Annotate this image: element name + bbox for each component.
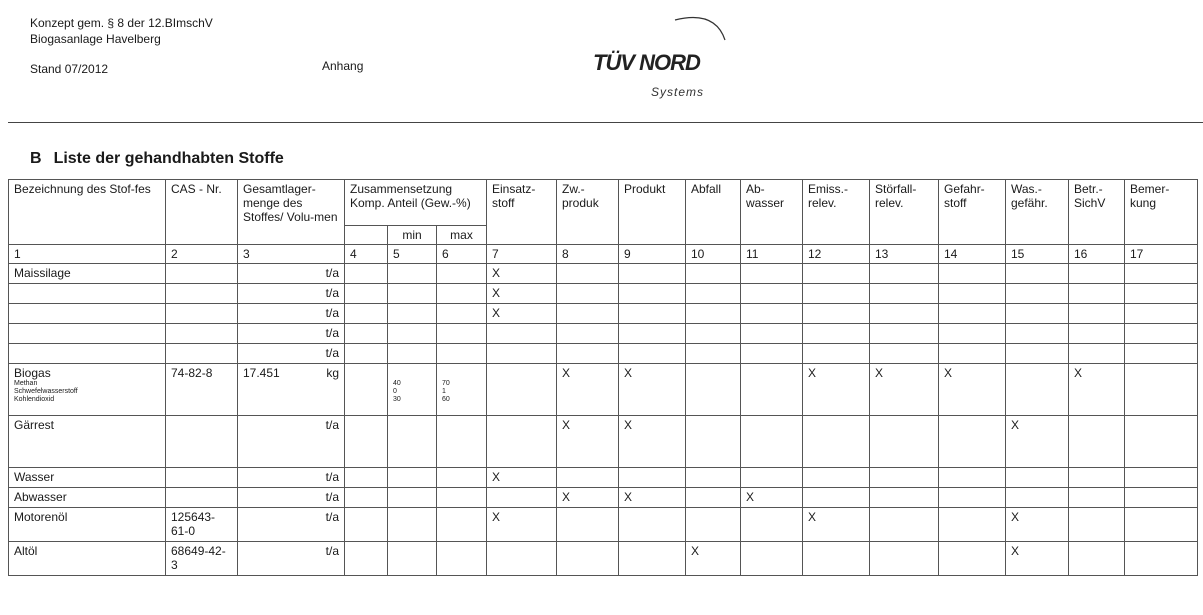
- mark-c15: [1006, 324, 1069, 344]
- cas-number: [166, 324, 238, 344]
- section-title: [30, 150, 284, 168]
- col-number: 11: [741, 245, 803, 264]
- mark-c7: [487, 324, 557, 344]
- cell: [388, 468, 437, 488]
- mark-c14: X: [939, 364, 1006, 416]
- anhang-label: Anhang: [322, 59, 364, 73]
- col-header-7: Einsatz-stoff: [487, 180, 557, 245]
- mark-c11: [741, 542, 803, 576]
- mark-c7: X: [487, 508, 557, 542]
- cas-number: 74-82-8: [166, 364, 238, 416]
- cell: [345, 508, 388, 542]
- storage-amount: [238, 344, 345, 364]
- cell: [437, 542, 487, 576]
- header-line-2: Biogasanlage Havelberg: [30, 32, 161, 46]
- mark-c11: X: [741, 488, 803, 508]
- cas-number: [166, 284, 238, 304]
- table-row: [9, 304, 1198, 324]
- col-number: 2: [166, 245, 238, 264]
- table-row: [9, 284, 1198, 304]
- cas-number: [166, 488, 238, 508]
- table-row: [9, 416, 1198, 468]
- mark-c10: [686, 508, 741, 542]
- mark-c8: [557, 542, 619, 576]
- mark-c16: [1069, 468, 1125, 488]
- mark-c12: [803, 468, 870, 488]
- mark-c13: [870, 542, 939, 576]
- mark-c7: X: [487, 468, 557, 488]
- col-number: 16: [1069, 245, 1125, 264]
- mark-c11: [741, 416, 803, 468]
- mark-c14: [939, 264, 1006, 284]
- mark-c11: [741, 344, 803, 364]
- storage-amount: [238, 324, 345, 344]
- unit: t/a: [325, 286, 339, 300]
- mark-c15: [1006, 468, 1069, 488]
- cell: [1006, 364, 1069, 416]
- mark-c8: X: [557, 488, 619, 508]
- cas-number: 125643-61-0: [166, 508, 238, 542]
- col-header-1: Bezeichnung des Stof-fes: [9, 180, 166, 245]
- col-header-16: Betr.-SichV: [1069, 180, 1125, 245]
- mark-c7: [487, 542, 557, 576]
- substance-name: [9, 364, 166, 416]
- cell: [345, 284, 388, 304]
- cell: [437, 344, 487, 364]
- col-header-11: Ab-wasser: [741, 180, 803, 245]
- col-header-9: Produkt: [619, 180, 686, 245]
- substance-name: [9, 304, 166, 324]
- unit: t/a: [325, 544, 339, 558]
- mark-c8: [557, 344, 619, 364]
- cell: [1125, 344, 1198, 364]
- mark-c8: [557, 304, 619, 324]
- mark-c12: X: [803, 508, 870, 542]
- cas-number: [166, 264, 238, 284]
- cell: [437, 416, 487, 468]
- cell: [437, 508, 487, 542]
- substance-name: Altöl: [9, 542, 166, 576]
- max-value: 1: [442, 388, 446, 395]
- storage-amount: [238, 364, 345, 416]
- mark-c7: [487, 416, 557, 468]
- mark-c16: [1069, 284, 1125, 304]
- mark-c9: [619, 264, 686, 284]
- cell: [345, 416, 388, 468]
- mark-c16: [1069, 304, 1125, 324]
- max-value: 70: [442, 380, 450, 387]
- biogas-component: Methan: [14, 380, 38, 387]
- mark-c9: [619, 284, 686, 304]
- storage-amount: [238, 304, 345, 324]
- mark-c13: [870, 324, 939, 344]
- mark-c16: [1069, 542, 1125, 576]
- col-number: 9: [619, 245, 686, 264]
- col-header-14: Gefahr-stoff: [939, 180, 1006, 245]
- cell: [437, 284, 487, 304]
- biogas-component: Kohlendioxid: [14, 396, 55, 403]
- table-row: [9, 508, 1198, 542]
- col-number: 7: [487, 245, 557, 264]
- cell: [1125, 488, 1198, 508]
- mark-c10: X: [686, 542, 741, 576]
- mark-c14: [939, 468, 1006, 488]
- mark-c14: [939, 284, 1006, 304]
- cell: [345, 324, 388, 344]
- unit: t/a: [325, 266, 339, 280]
- mark-c11: [741, 264, 803, 284]
- mark-c12: [803, 264, 870, 284]
- mark-c13: [870, 264, 939, 284]
- col-header-10: Abfall: [686, 180, 741, 245]
- mark-c9: X: [619, 488, 686, 508]
- col-header-456: Zusammensetzung Komp. Anteil (Gew.-%): [345, 180, 487, 226]
- col-header-8: Zw.-produk: [557, 180, 619, 245]
- col-number: 5: [388, 245, 437, 264]
- mark-c13: [870, 468, 939, 488]
- unit: t/a: [325, 326, 339, 340]
- mark-c13: [870, 488, 939, 508]
- col-header-3: Gesamtlager-menge des Stoffes/ Volu-men: [238, 180, 345, 245]
- logo-main-text: TÜV NORD: [593, 50, 700, 75]
- mark-c16: [1069, 508, 1125, 542]
- mark-c12: [803, 284, 870, 304]
- cell: [1125, 304, 1198, 324]
- mark-c15: X: [1006, 508, 1069, 542]
- min-values: [388, 364, 437, 416]
- col-number: 3: [238, 245, 345, 264]
- storage-amount: [238, 468, 345, 488]
- col-number: 6: [437, 245, 487, 264]
- storage-amount: [238, 416, 345, 468]
- mark-c9: [619, 542, 686, 576]
- cas-number: 68649-42-3: [166, 542, 238, 576]
- col-header-min: min: [388, 225, 437, 244]
- cell: [388, 284, 437, 304]
- min-value: 0: [393, 388, 397, 395]
- mark-c11: [741, 468, 803, 488]
- unit: t/a: [325, 418, 339, 432]
- mark-c8: [557, 468, 619, 488]
- mark-c8: [557, 508, 619, 542]
- cell: [345, 542, 388, 576]
- mark-c9: [619, 508, 686, 542]
- header-line-1: Konzept gem. § 8 der 12.BImschV: [30, 16, 213, 30]
- mark-c10: [686, 468, 741, 488]
- mark-c13: [870, 416, 939, 468]
- cas-number: [166, 304, 238, 324]
- cell: [345, 304, 388, 324]
- table-row: [9, 542, 1198, 576]
- max-value: 60: [442, 396, 450, 403]
- mark-c15: X: [1006, 542, 1069, 576]
- mark-c14: [939, 344, 1006, 364]
- cas-number: [166, 344, 238, 364]
- mark-c9: [619, 304, 686, 324]
- mark-c14: [939, 542, 1006, 576]
- mark-c11: [741, 284, 803, 304]
- cell: [388, 264, 437, 284]
- tuv-nord-logo: [585, 10, 745, 102]
- cell: [345, 264, 388, 284]
- mark-c11: [741, 324, 803, 344]
- cell: [1125, 324, 1198, 344]
- cell: [388, 508, 437, 542]
- storage-amount: [238, 508, 345, 542]
- mark-c12: [803, 324, 870, 344]
- cell: [345, 468, 388, 488]
- max-values: [437, 364, 487, 416]
- mark-c8: [557, 324, 619, 344]
- col-number: 12: [803, 245, 870, 264]
- cell: [1125, 364, 1198, 416]
- col-number: 13: [870, 245, 939, 264]
- mark-c10: [686, 488, 741, 508]
- cell: [388, 344, 437, 364]
- mark-c13: [870, 304, 939, 324]
- table-row: [9, 344, 1198, 364]
- unit: t/a: [325, 306, 339, 320]
- unit: t/a: [325, 510, 339, 524]
- col-header-max: max: [437, 225, 487, 244]
- mark-c15: X: [1006, 416, 1069, 468]
- col-header-13: Störfall-relev.: [870, 180, 939, 245]
- mark-c13: [870, 508, 939, 542]
- unit: t/a: [325, 490, 339, 504]
- table-row-biogas: [9, 364, 1198, 416]
- mark-c12: [803, 344, 870, 364]
- min-value: 30: [393, 396, 401, 403]
- mark-c9: [619, 344, 686, 364]
- mark-c10: [686, 416, 741, 468]
- substance-name: Abwasser: [9, 488, 166, 508]
- mark-c12: [803, 416, 870, 468]
- mark-c16: [1069, 264, 1125, 284]
- mark-c16: [1069, 324, 1125, 344]
- cell: [437, 468, 487, 488]
- cell: [388, 416, 437, 468]
- col-header-17: Bemer-kung: [1125, 180, 1198, 245]
- biogas-component: Schwefelwasserstoff: [14, 388, 78, 395]
- mark-c13: [870, 344, 939, 364]
- cell: [388, 542, 437, 576]
- substance-name: [9, 344, 166, 364]
- col-number: 17: [1125, 245, 1198, 264]
- mark-c10: [686, 304, 741, 324]
- mark-c9: [619, 324, 686, 344]
- cell: [1125, 508, 1198, 542]
- storage-amount: [238, 284, 345, 304]
- mark-c15: [1006, 488, 1069, 508]
- mark-c15: [1006, 304, 1069, 324]
- mark-c7: [487, 488, 557, 508]
- cell: [1125, 284, 1198, 304]
- cell: [437, 488, 487, 508]
- table-row: [9, 488, 1198, 508]
- cell: [1125, 264, 1198, 284]
- cell: [437, 264, 487, 284]
- table-row: [9, 264, 1198, 284]
- col-number: 15: [1006, 245, 1069, 264]
- mark-c9: [619, 468, 686, 488]
- col-number: 14: [939, 245, 1006, 264]
- substance-name: Motorenöl: [9, 508, 166, 542]
- cell: [345, 488, 388, 508]
- amount-value: 17.451: [243, 366, 280, 380]
- biogas-name: Biogas: [14, 366, 51, 380]
- mark-c13: [870, 284, 939, 304]
- mark-c8: X: [557, 416, 619, 468]
- col-number: 4: [345, 245, 388, 264]
- col-number: 1: [9, 245, 166, 264]
- mark-c15: [1006, 264, 1069, 284]
- min-value: 40: [393, 380, 401, 387]
- mark-c16: [1069, 488, 1125, 508]
- storage-amount: [238, 264, 345, 284]
- unit: t/a: [325, 346, 339, 360]
- cell: [345, 344, 388, 364]
- mark-c12: [803, 542, 870, 576]
- mark-c8: [557, 264, 619, 284]
- mark-c8: [557, 284, 619, 304]
- header-row: [9, 180, 1198, 226]
- mark-c7: [487, 344, 557, 364]
- mark-c14: [939, 324, 1006, 344]
- mark-c10: [686, 324, 741, 344]
- mark-c7: X: [487, 264, 557, 284]
- cell: [388, 304, 437, 324]
- column-number-row: [9, 245, 1198, 264]
- document-header: [30, 15, 213, 47]
- cell: [437, 324, 487, 344]
- cas-number: [166, 468, 238, 488]
- mark-c14: [939, 304, 1006, 324]
- mark-c10: [686, 284, 741, 304]
- mark-c14: [939, 488, 1006, 508]
- mark-c15: [1006, 284, 1069, 304]
- logo-sub-text: Systems: [651, 85, 705, 99]
- mark-c14: [939, 508, 1006, 542]
- col-header-15: Was.-gefähr.: [1006, 180, 1069, 245]
- mark-c16: [1069, 416, 1125, 468]
- mark-c11: [741, 304, 803, 324]
- substances-table: [8, 179, 1198, 576]
- col-number: 10: [686, 245, 741, 264]
- mark-c10: [686, 264, 741, 284]
- col-header-4-empty: [345, 225, 388, 244]
- section-title-text: Liste der gehandhabten Stoffe: [53, 150, 284, 167]
- cell: [388, 324, 437, 344]
- unit: t/a: [325, 470, 339, 484]
- cell: [388, 488, 437, 508]
- mark-c7: X: [487, 304, 557, 324]
- mark-c14: [939, 416, 1006, 468]
- mark-c7: X: [487, 284, 557, 304]
- substance-name: Maissilage: [9, 264, 166, 284]
- cell: [1125, 416, 1198, 468]
- col-number: 8: [557, 245, 619, 264]
- mark-c12: [803, 304, 870, 324]
- mark-c13: X: [870, 364, 939, 416]
- cell: [487, 364, 557, 416]
- mark-c10: [686, 344, 741, 364]
- substance-name: [9, 324, 166, 344]
- col-header-12: Emiss.-relev.: [803, 180, 870, 245]
- table-row: [9, 324, 1198, 344]
- mark-c12: [803, 488, 870, 508]
- mark-c9: X: [619, 364, 686, 416]
- col-header-2: CAS - Nr.: [166, 180, 238, 245]
- table-row: [9, 468, 1198, 488]
- section-letter: B: [30, 150, 42, 167]
- mark-c16: [1069, 344, 1125, 364]
- cell: [437, 304, 487, 324]
- substance-name: Wasser: [9, 468, 166, 488]
- unit: kg: [326, 366, 339, 380]
- header-divider: [8, 122, 1203, 123]
- mark-c8: X: [557, 364, 619, 416]
- storage-amount: [238, 542, 345, 576]
- cell: [686, 364, 741, 416]
- mark-c11: [741, 508, 803, 542]
- mark-c15: [1006, 344, 1069, 364]
- mark-c16: X: [1069, 364, 1125, 416]
- cell: [1125, 468, 1198, 488]
- mark-c9: X: [619, 416, 686, 468]
- substance-name: Gärrest: [9, 416, 166, 468]
- mark-c12: X: [803, 364, 870, 416]
- cell: [741, 364, 803, 416]
- storage-amount: [238, 488, 345, 508]
- cell: [1125, 542, 1198, 576]
- substance-name: [9, 284, 166, 304]
- cell: [345, 364, 388, 416]
- stand-date: Stand 07/2012: [30, 62, 109, 76]
- cas-number: [166, 416, 238, 468]
